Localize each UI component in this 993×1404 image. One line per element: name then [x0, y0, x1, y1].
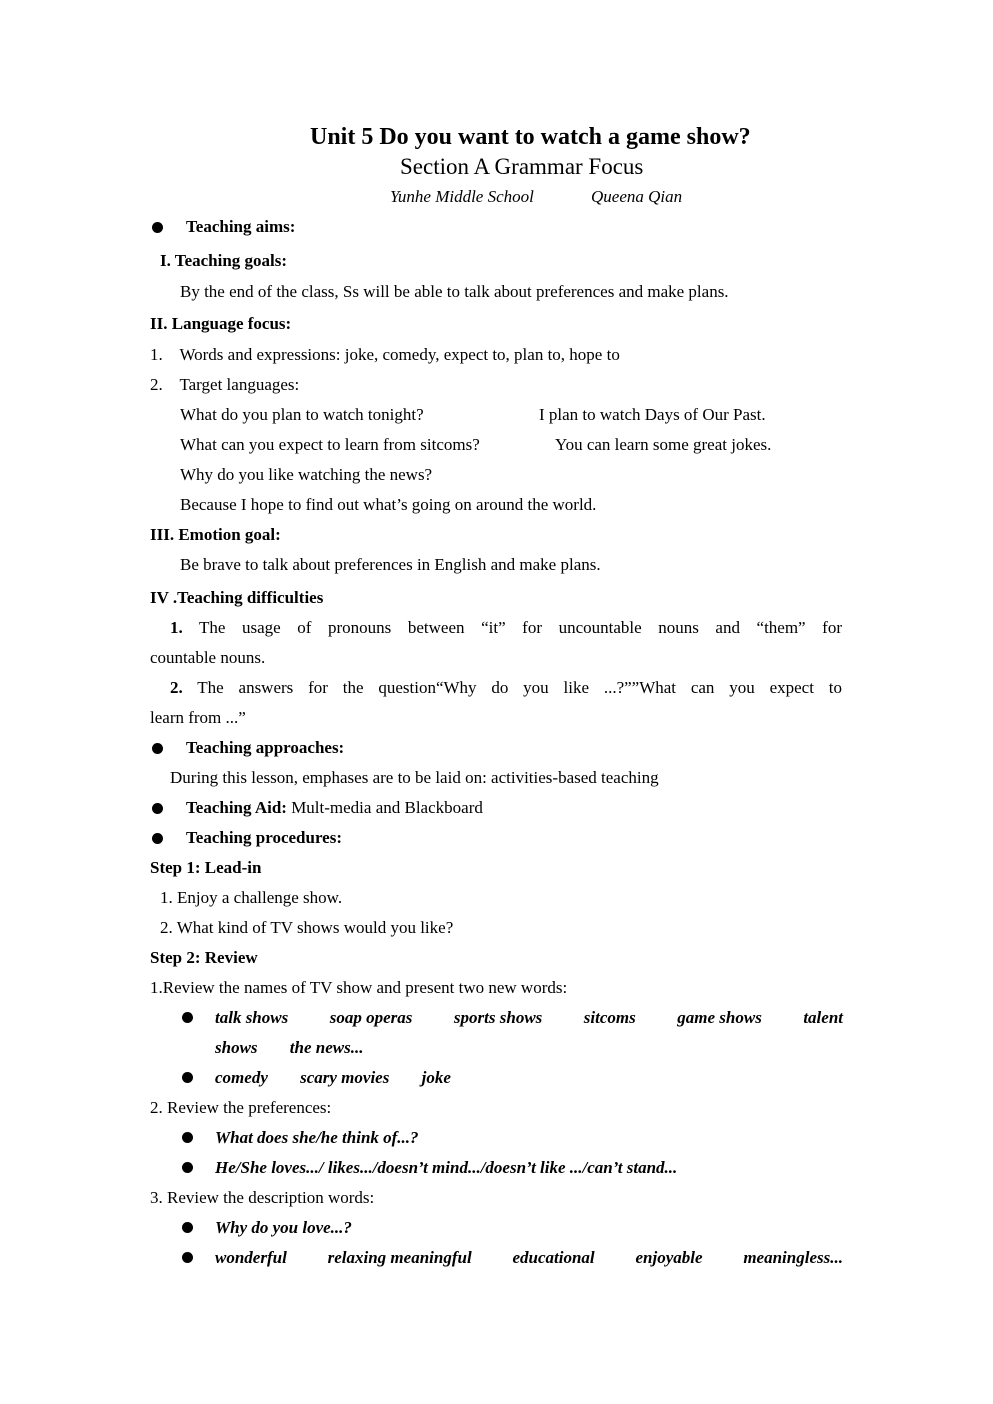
target-answer-3: Because I hope to find out what’s going on around the world. [180, 495, 597, 514]
language-focus-heading: II. Language focus: [150, 314, 292, 333]
bullet-icon [152, 833, 163, 844]
difficulty-2 [150, 673, 842, 733]
tv-shows-line-2 [215, 1037, 363, 1059]
teaching-aid-heading: Teaching Aid: [186, 798, 287, 817]
description-word: educational [512, 1248, 595, 1267]
tv-show-word: talk shows [215, 1008, 289, 1027]
bullet-icon [182, 1252, 193, 1263]
teaching-aims-heading: Teaching aims: [186, 217, 296, 236]
description-question: Why do you love...? [215, 1218, 352, 1237]
difficulty-2-text-line2: learn from ...” [150, 708, 246, 727]
new-word: comedy [215, 1068, 268, 1087]
language-item-2: 2. Target languages: [150, 375, 300, 394]
review-1-text: 1.Review the names of TV show and present two new words: [150, 978, 568, 997]
difficulty-2-number: 2. [170, 678, 183, 697]
tv-show-word: sitcoms [583, 1008, 636, 1027]
teacher-name: Queena Qian [591, 187, 683, 206]
description-word: meaningless... [743, 1248, 843, 1267]
tv-show-word: soap operas [329, 1008, 413, 1027]
difficulty-1 [150, 613, 842, 673]
description-words-line [215, 1247, 843, 1269]
preference-question: What does she/he think of...? [215, 1128, 419, 1147]
new-word: scary movies [300, 1068, 390, 1087]
emotion-goal-text: Be brave to talk about preferences in English and make plans. [180, 555, 601, 574]
bullet-icon [152, 803, 163, 814]
teaching-aid-line [186, 797, 483, 819]
bullet-icon [182, 1132, 193, 1143]
tv-shows-line-1 [215, 1007, 843, 1029]
review-2-text: 2. Review the preferences: [150, 1098, 332, 1117]
bullet-icon [152, 743, 163, 754]
document-subtitle: Section A Grammar Focus [400, 154, 644, 179]
step-2-heading: Step 2: Review [150, 948, 258, 967]
step-1-item-2: 2. What kind of TV shows would you like? [160, 918, 454, 937]
tv-show-word: talent [803, 1008, 843, 1027]
difficulty-1-text-line1: The usage of pronouns between “it” for uncountable nouns and “them” for [199, 618, 842, 637]
review-3-text: 3. Review the description words: [150, 1188, 375, 1207]
document-title: Unit 5 Do you want to watch a game show? [310, 124, 751, 150]
tv-show-word: game shows [677, 1008, 762, 1027]
difficulty-1-text-line2: countable nouns. [150, 648, 266, 667]
description-word: relaxing meaningful [327, 1248, 472, 1267]
tv-show-word: shows [215, 1038, 258, 1057]
target-question-1: What do you plan to watch tonight? [180, 405, 424, 424]
target-answer-2: You can learn some great jokes. [555, 435, 772, 454]
target-question-2: What can you expect to learn from sitcoms? [180, 435, 480, 454]
teaching-procedures-heading: Teaching procedures: [186, 828, 343, 847]
description-word: wonderful [215, 1248, 287, 1267]
difficulty-2-text-line1: The answers for the question“Why do you like ...?””What can you expect to [197, 678, 842, 697]
bullet-icon [182, 1162, 193, 1173]
language-item-1: 1. Words and expressions: joke, comedy, expect to, plan to, hope to [150, 345, 620, 364]
target-answer-1: I plan to watch Days of Our Past. [539, 405, 766, 424]
school-name: Yunhe Middle School [390, 187, 534, 206]
tv-show-word: sports shows [453, 1008, 543, 1027]
preference-answers: He/She loves.../ likes.../doesn’t mind.../doesn’t like .../can’t stand... [215, 1158, 678, 1177]
emotion-goal-heading: III. Emotion goal: [150, 525, 281, 544]
difficulty-1-number: 1. [170, 618, 183, 637]
description-word: enjoyable [635, 1248, 703, 1267]
bullet-icon [152, 222, 163, 233]
teaching-goals-heading: I. Teaching goals: [160, 251, 288, 270]
new-word: joke [421, 1068, 451, 1087]
step-1-heading: Step 1: Lead-in [150, 858, 262, 877]
teaching-goals-text: By the end of the class, Ss will be able to talk about preferences and make plans. [180, 282, 729, 301]
new-words-line [215, 1067, 451, 1089]
teaching-approaches-heading: Teaching approaches: [186, 738, 345, 757]
difficulties-heading: IV .Teaching difficulties [150, 588, 324, 607]
bullet-icon [182, 1072, 193, 1083]
step-1-item-1: 1. Enjoy a challenge show. [160, 888, 343, 907]
teaching-approaches-text: During this lesson, emphases are to be laid on: activities-based teaching [170, 768, 659, 787]
bullet-icon [182, 1222, 193, 1233]
tv-show-word: the news... [289, 1038, 364, 1057]
bullet-icon [182, 1012, 193, 1023]
teaching-aid-text: Mult-media and Blackboard [291, 798, 483, 817]
target-question-3: Why do you like watching the news? [180, 465, 433, 484]
